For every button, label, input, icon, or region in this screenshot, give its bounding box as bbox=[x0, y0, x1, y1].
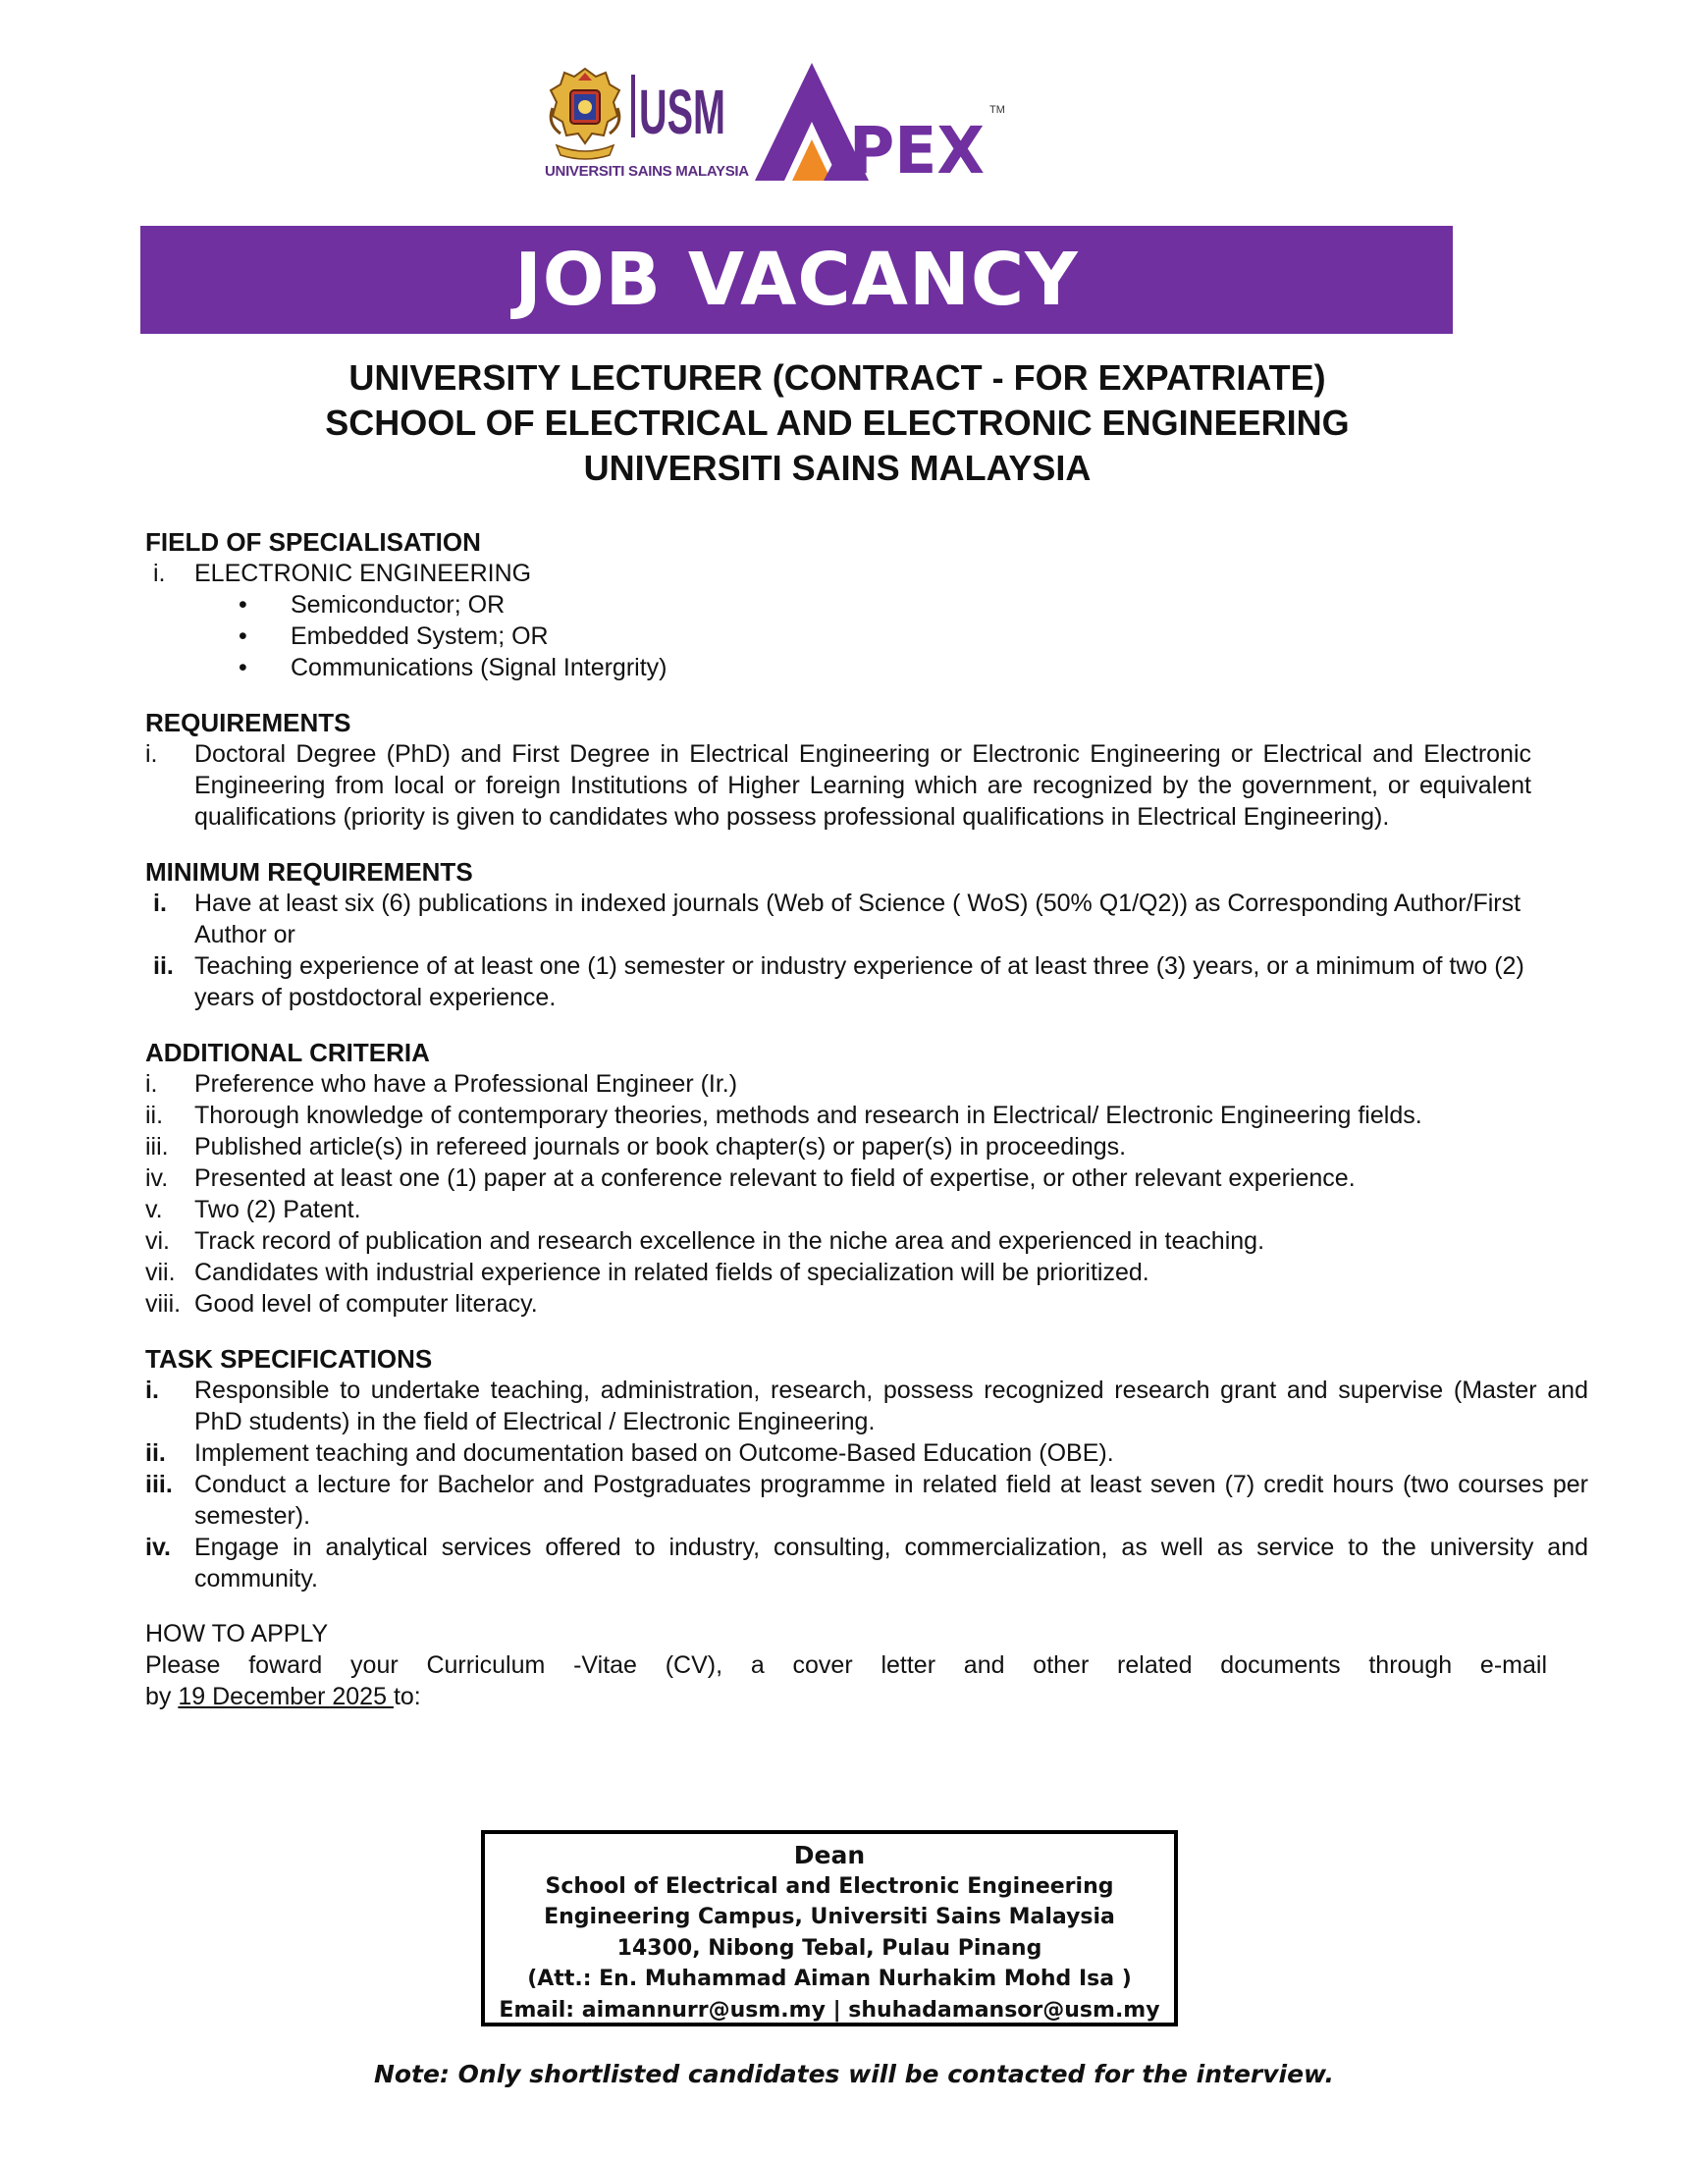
apply-deadline-line bbox=[145, 1681, 1588, 1712]
minimum-requirements-heading: MINIMUM REQUIREMENTS bbox=[145, 857, 473, 887]
banner-title: JOB VACANCY bbox=[514, 238, 1079, 322]
list-item bbox=[145, 1257, 1588, 1288]
apply-suffix: to: bbox=[393, 1683, 421, 1710]
item-number: iv. bbox=[145, 1534, 171, 1561]
task-specifications-section bbox=[145, 1343, 1588, 1594]
item-number: vii. bbox=[145, 1259, 176, 1286]
item-number: ii. bbox=[145, 1439, 166, 1467]
item-text: Good level of computer literacy. bbox=[194, 1290, 538, 1318]
apply-instruction: Please foward your Curriculum -Vitae (CV), a cover letter and other related documents through e-mail bbox=[145, 1651, 1547, 1679]
item-number: ii. bbox=[145, 1102, 164, 1129]
address-dean: Dean bbox=[793, 1841, 866, 1869]
list-item bbox=[145, 558, 1588, 589]
item-text: Candidates with industrial experience in related fields of specialization will be prioritized. bbox=[194, 1259, 1149, 1286]
list-item bbox=[145, 1194, 1588, 1225]
item-number: ii. bbox=[153, 952, 174, 980]
list-item bbox=[145, 1375, 1588, 1437]
item-number: i. bbox=[145, 1377, 159, 1404]
usm-crest-icon bbox=[545, 65, 625, 163]
additional-criteria-section bbox=[145, 1037, 1588, 1320]
item-text: ELECTRONIC ENGINEERING bbox=[194, 560, 532, 587]
item-text: Teaching experience of at least one (1) semester or industry experience of at least three (3) years, or a minimum of two (2) years of postdoctoral experience. bbox=[194, 952, 1524, 1011]
item-text: Conduct a lecture for Bachelor and Postgraduates programme in related field at least seven (7) credit hours (two courses per semester). bbox=[194, 1471, 1588, 1530]
job-vacancy-banner bbox=[140, 226, 1453, 334]
field-heading: FIELD OF SPECIALISATION bbox=[145, 527, 481, 557]
vacancy-content bbox=[145, 526, 1588, 1712]
list-item bbox=[145, 1469, 1588, 1532]
address-line: School of Electrical and Electronic Engineering bbox=[545, 1873, 1114, 1899]
bullet-icon: • bbox=[239, 591, 247, 619]
item-text: Responsible to undertake teaching, administration, research, possess recognized research grant and supervise (Master and PhD students) in the field of Electrical / Electronic Engineering. bbox=[194, 1377, 1588, 1435]
item-text: Presented at least one (1) paper at a conference relevant to field of expertise, or other relevant experience. bbox=[194, 1164, 1356, 1192]
item-text: Published article(s) in refereed journals or book chapter(s) or paper(s) in proceedings. bbox=[194, 1133, 1127, 1161]
list-item bbox=[145, 1437, 1588, 1469]
list-item bbox=[145, 1162, 1588, 1194]
item-number: i. bbox=[145, 740, 158, 768]
list-item bbox=[145, 1225, 1588, 1257]
shortlist-note: Note: Only shortlisted candidates will be contacted for the interview. bbox=[373, 2060, 1335, 2088]
list-item bbox=[145, 1288, 1588, 1320]
apply-deadline: 19 December 2025 bbox=[178, 1683, 394, 1710]
item-number: vi. bbox=[145, 1227, 170, 1255]
address-email: Email: aimannurr@usm.my | shuhadamansor@usm.my bbox=[499, 1997, 1160, 2023]
field-of-specialisation-section bbox=[145, 526, 1588, 683]
title-line-2: SCHOOL OF ELECTRICAL AND ELECTRONIC ENGINEERING bbox=[325, 403, 1350, 443]
item-number: iv. bbox=[145, 1164, 169, 1192]
additional-criteria-heading: ADDITIONAL CRITERIA bbox=[145, 1038, 430, 1067]
list-item bbox=[145, 1068, 1588, 1100]
logo-header bbox=[545, 61, 1016, 189]
apex-logo bbox=[755, 61, 990, 187]
item-text: Doctoral Degree (PhD) and First Degree in Electrical Engineering or Electronic Engineering or Electrical and Electronic Engineering from local or foreign Institutions of Higher Learning which are recognized by the government, or equivalent qualifications (priority is given to candidates who possess professional qualifications in Electrical Engineering). bbox=[194, 740, 1531, 831]
item-text: Two (2) Patent. bbox=[194, 1196, 361, 1223]
item-text: Track record of publication and research excellence in the niche area and experienced in teaching. bbox=[194, 1227, 1265, 1255]
bullet-item bbox=[145, 589, 1588, 621]
list-item bbox=[145, 1532, 1588, 1594]
bullet-text: Embedded System; OR bbox=[291, 622, 549, 650]
address-line: Engineering Campus, Universiti Sains Malaysia bbox=[544, 1905, 1115, 1929]
item-text: Have at least six (6) publications in indexed journals (Web of Science ( WoS) (50% Q1/Q2)) as Corresponding Author/First Author or bbox=[194, 890, 1521, 948]
requirements-heading: REQUIREMENTS bbox=[145, 708, 351, 737]
how-to-apply-section bbox=[145, 1618, 1588, 1712]
address-box bbox=[481, 1830, 1178, 2026]
item-number: i. bbox=[153, 890, 167, 917]
minimum-requirements-section bbox=[145, 856, 1588, 1013]
title-line-3: UNIVERSITI SAINS MALAYSIA bbox=[583, 448, 1092, 488]
item-number: v. bbox=[145, 1196, 163, 1223]
list-item bbox=[145, 950, 1588, 1013]
title-line-1: UNIVERSITY LECTURER (CONTRACT - FOR EXPATRIATE) bbox=[348, 357, 1326, 398]
task-specifications-heading: TASK SPECIFICATIONS bbox=[145, 1344, 433, 1374]
bullet-text: Communications (Signal Intergrity) bbox=[291, 654, 667, 681]
item-text: Implement teaching and documentation based on Outcome-Based Education (OBE). bbox=[194, 1439, 1114, 1467]
item-text: Thorough knowledge of contemporary theories, methods and research in Electrical/ Electronic Engineering fields. bbox=[194, 1102, 1422, 1129]
bullet-item bbox=[145, 652, 1588, 683]
position-titles bbox=[140, 355, 1534, 491]
usm-caption: UNIVERSITI SAINS MALAYSIA bbox=[545, 163, 749, 180]
address-attention: (Att.: En. Muhammad Aiman Nurhakim Mohd Isa ) bbox=[527, 1967, 1132, 1991]
item-number: i. bbox=[153, 560, 166, 587]
bullet-icon: • bbox=[239, 654, 247, 681]
item-number: iii. bbox=[145, 1471, 173, 1498]
list-item bbox=[145, 888, 1531, 950]
item-text: Preference who have a Professional Engineer (Ir.) bbox=[194, 1070, 738, 1098]
apex-trademark: TM bbox=[989, 104, 1005, 116]
bullet-item bbox=[145, 621, 1588, 652]
bullet-text: Semiconductor; OR bbox=[291, 591, 506, 619]
bullet-icon: • bbox=[239, 622, 247, 650]
usm-wordmark bbox=[631, 73, 729, 147]
item-number: iii. bbox=[145, 1133, 169, 1161]
item-text: Engage in analytical services offered to industry, consulting, commercialization, as well as service to the university and community. bbox=[194, 1534, 1588, 1593]
address-line: 14300, Nibong Tebal, Pulau Pinang bbox=[616, 1935, 1042, 1961]
svg-text:USM: USM bbox=[639, 77, 725, 147]
list-item bbox=[145, 1131, 1588, 1162]
list-item bbox=[145, 1100, 1588, 1131]
item-number: i. bbox=[145, 1070, 158, 1098]
svg-text:PEX: PEX bbox=[849, 113, 985, 189]
apply-prefix: by bbox=[145, 1683, 179, 1710]
list-item bbox=[145, 738, 1531, 833]
how-to-apply-heading: HOW TO APPLY bbox=[145, 1620, 329, 1647]
requirements-section bbox=[145, 707, 1588, 833]
item-number: viii. bbox=[145, 1290, 182, 1318]
